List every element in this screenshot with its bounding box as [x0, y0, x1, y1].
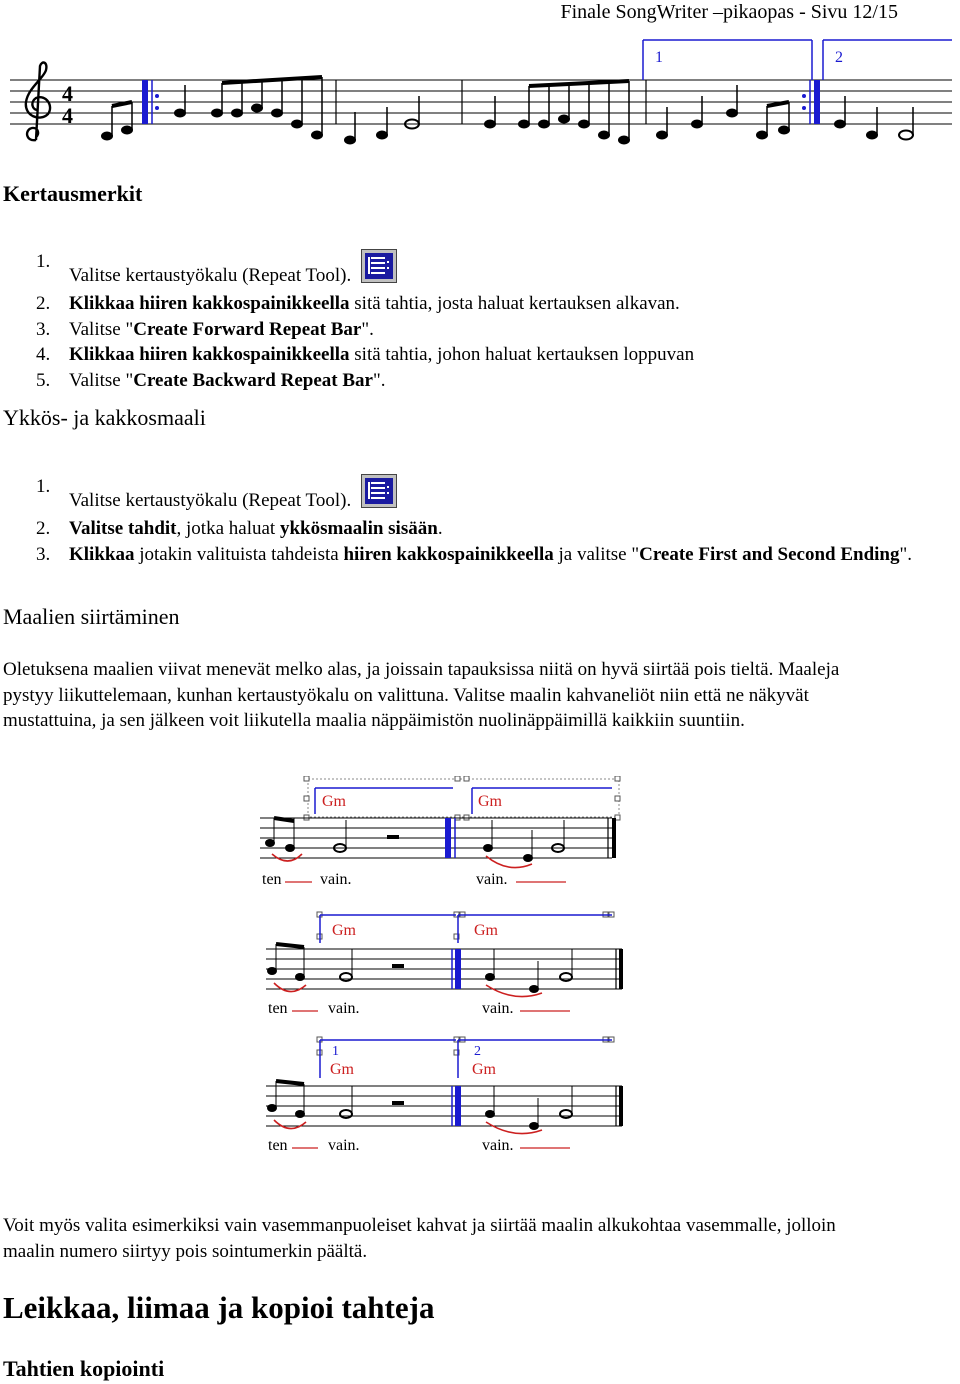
lyric-vain-1: vain. [320, 871, 352, 888]
lyric-vain-1: vain. [328, 1137, 360, 1154]
step-item [36, 317, 936, 343]
step-item [36, 249, 936, 291]
step-text: Valitse tahdit [69, 517, 177, 539]
heading-maalien-siirtaminen: Maalien siirtäminen [3, 604, 180, 629]
step-text: Klikkaa hiiren kakkospainikkeella [69, 344, 350, 366]
ending-1-label: 1 [332, 1044, 339, 1059]
chord-label-2: Gm [478, 793, 502, 810]
example-score-2 [258, 909, 628, 1021]
step-text: Create Backward Repeat Bar [133, 370, 373, 392]
lyric-vain-2: vain. [482, 1137, 514, 1154]
heading-kertausmerkit: Kertausmerkit [3, 181, 143, 206]
lyric-ten: ten [268, 1000, 288, 1017]
step-number: 1. [36, 476, 51, 497]
step-text: , jotka haluat [176, 517, 280, 539]
step-text: ". [372, 370, 386, 392]
step-number: 3. [36, 318, 51, 340]
heading-leikkaa-liimaa: Leikkaa, liimaa ja kopioi tahteja [3, 1290, 435, 1325]
step-item [36, 291, 936, 317]
chord-label-1: Gm [332, 922, 356, 939]
steps-list-2 [36, 474, 936, 567]
step-text: hiiren kakkospainikkeella [343, 543, 554, 565]
ending-2-label: 2 [474, 1044, 481, 1059]
step-number: 5. [36, 370, 51, 392]
step-text: . [437, 517, 443, 539]
step-number: 1. [36, 251, 51, 272]
step-item [36, 516, 936, 542]
lyric-vain-1: vain. [328, 1000, 360, 1017]
step-item [36, 368, 936, 394]
step-number: 3. [36, 543, 51, 565]
treble-clef-icon [26, 63, 50, 141]
heading-tahtien-kopiointi: Tahtien kopiointi [3, 1356, 165, 1381]
step-text: ja valitse " [553, 543, 640, 565]
chord-label-1: Gm [322, 793, 346, 810]
step-text: sitä tahtia, johon haluat kertauksen loppuvan [349, 344, 695, 366]
lyric-ten: ten [268, 1137, 288, 1154]
step-text: Create First and Second Ending [639, 543, 900, 565]
step-text: Valitse " [69, 318, 134, 340]
page-header: Finale SongWriter –pikaopas - Sivu 12/15 [560, 1, 898, 23]
step-text: Valitse kertaustyökalu (Repeat Tool). [69, 265, 352, 286]
step-number: 4. [36, 344, 51, 366]
steps-list-1 [36, 249, 936, 394]
step-text: ". [899, 543, 913, 565]
paragraph-maalien: Oletuksena maalien viivat menevät melko alas, ja joissain tapauksissa niitä on hyvä siirtää pois tieltä. Maaleja pystyy liikuttelemaan, kunhan kertaustyökalu on valittuna. Valitse maalin kahvaneliöt niin että ne näkyvät mustattuina, ja sen jälkeen voit liikutella maalia näppäimistön nuolinäppäimillä kaikkiin suuntiin. [3, 659, 840, 732]
step-text: Klikkaa hiiren kakkospainikkeella [69, 292, 350, 314]
step-number: 2. [36, 292, 51, 314]
svg-text:4: 4 [62, 103, 73, 128]
chord-label-2: Gm [472, 1061, 496, 1078]
svg-text:4: 4 [62, 81, 73, 106]
score-top [0, 36, 960, 156]
heading-ykkos-kakkosmaali: Ykkös- ja kakkosmaali [3, 405, 206, 430]
repeat-tool-icon [361, 474, 397, 516]
lyric-ten: ten [262, 871, 282, 888]
chord-label-1: Gm [330, 1061, 354, 1078]
example-score-1 [250, 776, 630, 894]
ending-2-label: 2 [835, 49, 843, 66]
paragraph-kahvat: Voit myös valita esimerkiksi vain vasemmanpuoleiset kahvat ja siirtää maalin alkukohtaa vasemmalle, jolloin maalin numero siirtyy pois sointumerkin päältä. [3, 1215, 836, 1262]
example-score-3 [258, 1034, 628, 1158]
step-text: sitä tahtia, josta haluat kertauksen alkavan. [349, 292, 680, 314]
step-text: Create Forward Repeat Bar [133, 318, 362, 340]
step-text: Valitse kertaustyökalu (Repeat Tool). [69, 490, 352, 511]
step-text: Valitse " [69, 370, 134, 392]
step-number: 2. [36, 517, 51, 539]
step-item [36, 342, 936, 368]
ending-1-label: 1 [655, 49, 663, 66]
lyric-vain-2: vain. [482, 1000, 514, 1017]
step-text: jotakin valituista tahdeista [134, 543, 344, 565]
step-text: Klikkaa [69, 543, 135, 565]
lyric-vain-2: vain. [476, 871, 508, 888]
chord-label-2: Gm [474, 922, 498, 939]
step-text: ". [361, 318, 374, 340]
step-text: ykkösmaalin sisään [279, 517, 438, 539]
repeat-tool-icon [361, 249, 397, 291]
step-item [36, 542, 936, 568]
step-item [36, 474, 936, 516]
